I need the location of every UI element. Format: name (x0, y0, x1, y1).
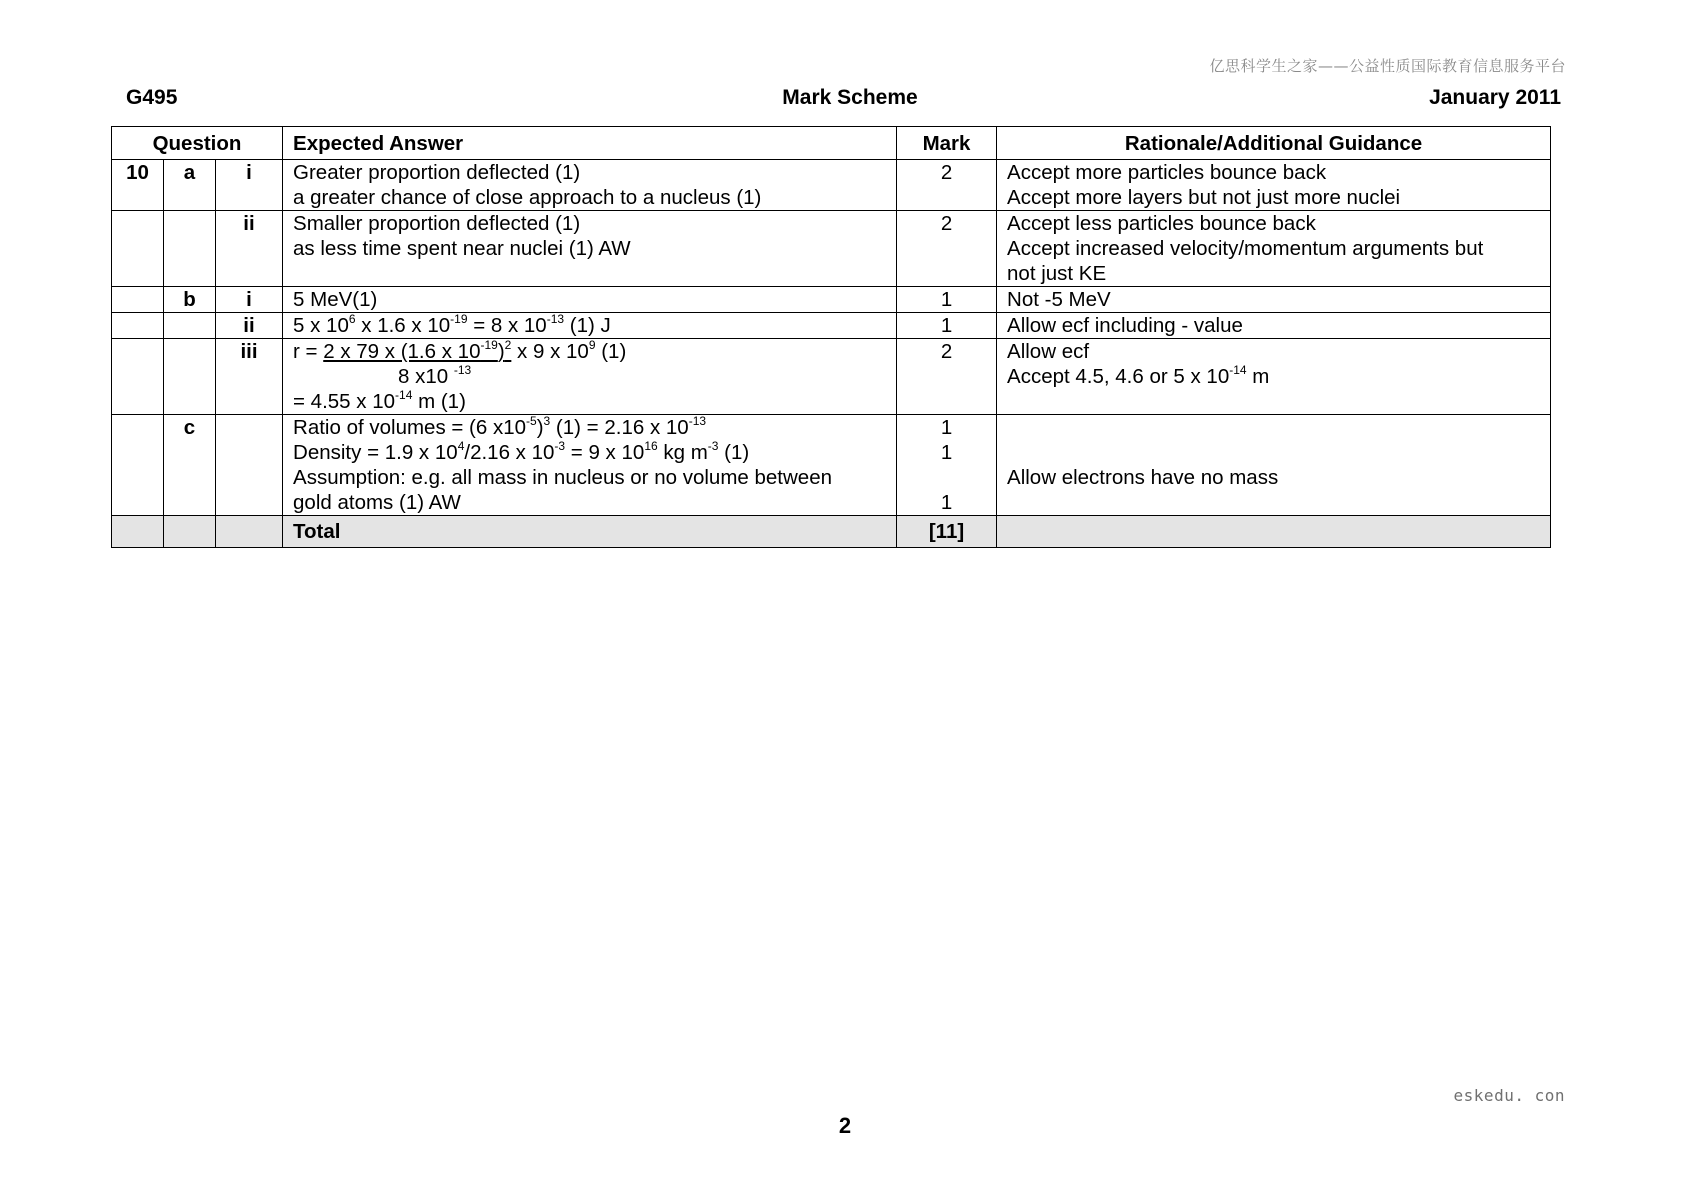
table-row (112, 313, 1551, 339)
mark-value: 1 (897, 287, 997, 313)
document-title: Mark Scheme (782, 86, 918, 109)
footer-watermark: eskedu. con (1453, 1086, 1565, 1105)
question-part (164, 211, 216, 287)
question-subpart: i (216, 287, 283, 313)
question-subpart: iii (216, 339, 283, 415)
expected-answer (283, 287, 897, 313)
answer-line: 8 x10 $^{-13}$ (398, 363, 472, 388)
guidance-line: Accept 4.5, 4.6 or 5 x $10^{-14}$ m (1007, 363, 1270, 388)
mark-value (897, 415, 997, 516)
mark-scheme-table (111, 126, 1551, 548)
table-row (112, 415, 1551, 516)
column-header-question: Question (112, 127, 283, 160)
guidance-line: Allow electrons have no mass (1007, 466, 1279, 489)
guidance (997, 287, 1551, 313)
guidance-spacer (1007, 415, 1540, 440)
guidance-line: Accept less particles bounce back (1007, 212, 1316, 235)
total-label: Total (283, 516, 897, 548)
answer-line: 5 MeV(1) (293, 288, 378, 311)
question-subpart: ii (216, 211, 283, 287)
mark-value: 1 (897, 313, 997, 339)
question-part: b (164, 287, 216, 313)
answer-line: Ratio of volumes = (6 $x10^{-5})^3$ (1) = 2.16 x $10^{-13}$ (293, 414, 707, 439)
expected-answer (283, 415, 897, 516)
mark-spacer (907, 465, 986, 490)
total-row (112, 516, 1551, 548)
guidance-line: Accept increased velocity/momentum arguments but (1007, 237, 1484, 260)
empty-cell (997, 516, 1551, 548)
question-part: a (164, 160, 216, 211)
mark-line: 1 (940, 441, 953, 464)
guidance-line: Accept more layers but not just more nuclei (1007, 186, 1401, 209)
guidance (997, 160, 1551, 211)
answer-line: Density = 1.9 x $10^4/2.16$ x $10^{-3} = 9$ x $10^{16}$ kg $m^{-3}$ (1) (293, 439, 750, 464)
column-header-answer: Expected Answer (283, 127, 897, 160)
mark-value: 2 (897, 160, 997, 211)
guidance (997, 339, 1551, 415)
question-subpart: ii (216, 313, 283, 339)
question-number: 10 (112, 160, 164, 211)
guidance-line: Allow ecf (1007, 340, 1090, 363)
expected-answer (283, 313, 897, 339)
answer-line: Assumption: e.g. all mass in nucleus or no volume between (293, 466, 832, 489)
mark-value: 2 (897, 339, 997, 415)
guidance (997, 211, 1551, 287)
page-number: 2 (838, 1113, 852, 1138)
table-row (112, 287, 1551, 313)
mark-line: 1 (940, 491, 953, 514)
answer-line: Greater proportion deflected (1) (293, 161, 581, 184)
column-header-guidance: Rationale/Additional Guidance (997, 127, 1551, 160)
column-header-mark: Mark (897, 127, 997, 160)
empty-cell (112, 516, 164, 548)
expected-answer (283, 160, 897, 211)
answer-line: a greater chance of close approach to a nucleus (1) (293, 186, 762, 209)
exam-date: January 2011 (1429, 86, 1561, 109)
expected-answer (283, 339, 897, 415)
empty-cell (216, 516, 283, 548)
expected-answer (283, 211, 897, 287)
mark-value: 2 (897, 211, 997, 287)
table-header-row (112, 127, 1551, 160)
table-row (112, 339, 1551, 415)
answer-line: r = 2 x 79 x (1.6 x $10^{-19})^2$ x 9 x $10^9$ (1) (293, 338, 627, 363)
guidance (997, 415, 1551, 516)
guidance-line: Not -5 MeV (1007, 288, 1111, 311)
paper-code: G495 (126, 86, 178, 109)
empty-cell (164, 516, 216, 548)
guidance-line: Accept more particles bounce back (1007, 161, 1327, 184)
question-part: c (164, 415, 216, 516)
guidance-line: Allow ecf including - value (1007, 314, 1243, 337)
answer-line: gold atoms (1) AW (293, 491, 461, 514)
mark-line: 1 (940, 416, 953, 439)
total-mark: [11] (897, 516, 997, 548)
table-row (112, 160, 1551, 211)
answer-line: = 4.55 x $10^{-14}$ m (1) (293, 388, 466, 413)
question-subpart (216, 415, 283, 516)
answer-line: Smaller proportion deflected (1) (293, 212, 581, 235)
top-watermark: 亿思科学生之家——公益性质国际教育信息服务平台 (1209, 57, 1566, 75)
question-number (112, 211, 164, 287)
question-subpart: i (216, 160, 283, 211)
answer-line: as less time spent near nuclei (1) AW (293, 237, 631, 260)
answer-line: 5 x $10^6$ x 1.6 x $10^{-19} = 8$ x $10^{-13}$ (1) J (293, 312, 611, 337)
table-row (112, 211, 1551, 287)
question-number (112, 339, 164, 415)
question-part (164, 313, 216, 339)
question-number (112, 313, 164, 339)
guidance (997, 313, 1551, 339)
question-number (112, 415, 164, 516)
question-part (164, 339, 216, 415)
guidance-spacer (1007, 440, 1540, 465)
guidance-line: not just KE (1007, 262, 1107, 285)
question-number (112, 287, 164, 313)
